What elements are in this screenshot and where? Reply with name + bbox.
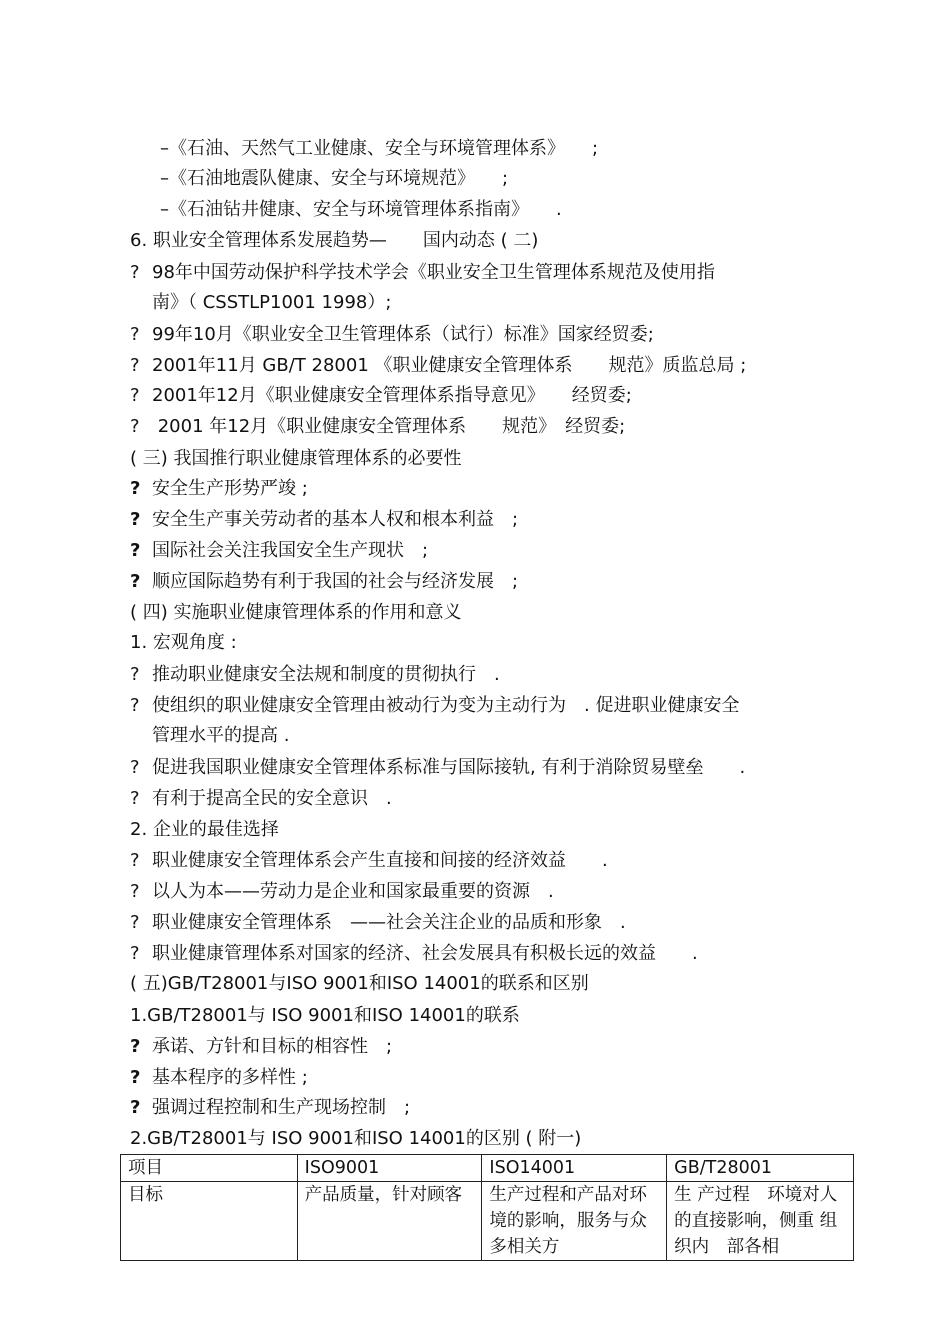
list-item <box>130 258 715 288</box>
line-text: 基本程序的多样性 ; <box>152 1067 308 1088</box>
text-line <box>130 444 462 474</box>
list-item <box>130 691 739 721</box>
bullet-marker: ? <box>130 416 140 437</box>
line-text: 职业健康管理体系对国家的经济、社会发展具有积极长远的效益 . <box>152 943 698 964</box>
text-line <box>160 195 562 225</box>
text-line <box>130 1124 581 1154</box>
line-text: 国际社会关注我国安全生产现状 ; <box>152 540 429 561</box>
list-item <box>130 660 500 690</box>
text-line <box>130 628 237 658</box>
bullet-marker: ? <box>130 355 140 376</box>
line-text: 使组织的职业健康安全管理由被动行为变为主动行为 . 促进职业健康安全 <box>152 695 740 716</box>
line-text: –《石油地震队健康、安全与环境规范》 ; <box>160 168 509 189</box>
line-text: 顺应国际趋势有利于我国的社会与经济发展 ; <box>152 571 519 592</box>
line-text: 南》（ CSSTLP1001 1998）; <box>152 292 392 313</box>
line-text: 1.GB/T28001与 ISO 9001和ISO 14001的联系 <box>130 1005 520 1026</box>
bullet-marker: ? <box>130 509 141 530</box>
bullet-marker: ? <box>130 478 141 499</box>
line-text: 99年10月《职业安全卫生管理体系（试行）标准》国家经贸委; <box>152 324 654 345</box>
bullet-marker: ? <box>130 912 140 933</box>
line-text: 职业健康安全管理体系 ——社会关注企业的品质和形象 . <box>152 912 626 933</box>
text-line <box>130 598 462 628</box>
table-header-cell: 项目 <box>121 1155 298 1182</box>
list-item <box>130 536 428 566</box>
line-text: 2001年11月 GB/T 28001 《职业健康安全管理体系 规范》质监总局 ; <box>152 355 747 376</box>
list-item <box>130 1063 308 1093</box>
text-line <box>130 226 538 256</box>
text-line <box>130 969 589 999</box>
line-text: 强调过程控制和生产现场控制 ; <box>152 1097 411 1118</box>
list-item <box>130 381 632 411</box>
line-text: 1. 宏观角度 : <box>130 632 237 653</box>
list-item <box>130 412 625 442</box>
text-line <box>160 164 508 194</box>
table-cell: 生产过程和产品对环境的影响，服务与众多相关方 <box>482 1182 667 1261</box>
list-item <box>130 1032 392 1062</box>
bullet-marker: ? <box>130 324 140 345</box>
bullet-marker: ? <box>130 850 140 871</box>
table-header-row <box>121 1155 854 1182</box>
line-text: 推动职业健康安全法规和制度的贯彻执行 . <box>152 664 500 685</box>
list-item <box>130 474 308 504</box>
list-item <box>130 753 745 783</box>
bullet-marker: ? <box>130 1067 141 1088</box>
bullet-marker: ? <box>130 571 141 592</box>
line-text: 促进我国职业健康安全管理体系标准与国际接轨, 有利于消除贸易壁垒 . <box>152 757 746 778</box>
line-text: 2001年12月《职业健康安全管理体系指导意见》 经贸委; <box>152 385 632 406</box>
list-item <box>130 846 608 876</box>
line-text: 承诺、方针和目标的相容性 ; <box>152 1036 393 1057</box>
list-item <box>130 351 746 381</box>
bullet-marker: ? <box>130 881 140 902</box>
bullet-marker: ? <box>130 540 141 561</box>
bullet-marker: ? <box>130 695 140 716</box>
line-text: 98年中国劳动保护科学技术学会《职业安全卫生管理体系规范及使用指 <box>152 262 715 283</box>
table-cell: 目标 <box>121 1182 298 1261</box>
comparison-table <box>120 1154 854 1261</box>
line-text: –《石油、天然气工业健康、安全与环境管理体系》 ; <box>160 138 599 159</box>
bullet-marker: ? <box>130 1036 141 1057</box>
bullet-marker: ? <box>130 757 140 778</box>
line-text: 6. 职业安全管理体系发展趋势— 国内动态 ( 二) <box>130 230 539 251</box>
line-text: 2001 年12月《职业健康安全管理体系 规范》 经贸委; <box>152 416 626 437</box>
list-item <box>130 567 518 597</box>
list-item <box>130 1093 410 1123</box>
text-line <box>152 721 289 751</box>
line-text: 2. 企业的最佳选择 <box>130 819 279 840</box>
list-item <box>130 877 554 907</box>
table-header-cell: GB/T28001 <box>667 1155 854 1182</box>
bullet-marker: ? <box>130 664 140 685</box>
list-item <box>130 505 518 535</box>
list-item <box>130 939 698 969</box>
line-text: 2.GB/T28001与 ISO 9001和ISO 14001的区别 ( 附一) <box>130 1128 582 1149</box>
table-cell: 生 产过程 环境对人的直接影响，侧重 组织内 部各相 <box>667 1182 854 1261</box>
bullet-marker: ? <box>130 1097 141 1118</box>
table-header-cell: ISO14001 <box>482 1155 667 1182</box>
table-cell: 产品质量，针对顾客 <box>297 1182 482 1261</box>
table-row <box>121 1182 854 1261</box>
list-item <box>130 908 626 938</box>
bullet-marker: ? <box>130 262 140 283</box>
line-text: 管理水平的提高 . <box>152 725 290 746</box>
line-text: 安全生产事关劳动者的基本人权和根本利益 ; <box>152 509 519 530</box>
line-text: 安全生产形势严竣 ; <box>152 478 308 499</box>
line-text: 以人为本——劳动力是企业和国家最重要的资源 . <box>152 881 554 902</box>
bullet-marker: ? <box>130 943 140 964</box>
text-line <box>160 134 598 164</box>
text-line <box>152 288 391 318</box>
line-text: ( 五)GB/T28001与ISO 9001和ISO 14001的联系和区别 <box>130 973 589 994</box>
list-item <box>130 784 392 814</box>
line-text: ( 三) 我国推行职业健康管理体系的必要性 <box>130 448 462 469</box>
bullet-marker: ? <box>130 385 140 406</box>
text-line <box>130 815 279 845</box>
line-text: 有利于提高全民的安全意识 . <box>152 788 392 809</box>
line-text: ( 四) 实施职业健康管理体系的作用和意义 <box>130 602 462 623</box>
text-line <box>130 1001 520 1031</box>
bullet-marker: ? <box>130 788 140 809</box>
line-text: –《石油钻井健康、安全与环境管理体系指南》 . <box>160 199 562 220</box>
line-text: 职业健康安全管理体系会产生直接和间接的经济效益 . <box>152 850 608 871</box>
list-item <box>130 320 654 350</box>
table-header-cell: ISO9001 <box>297 1155 482 1182</box>
